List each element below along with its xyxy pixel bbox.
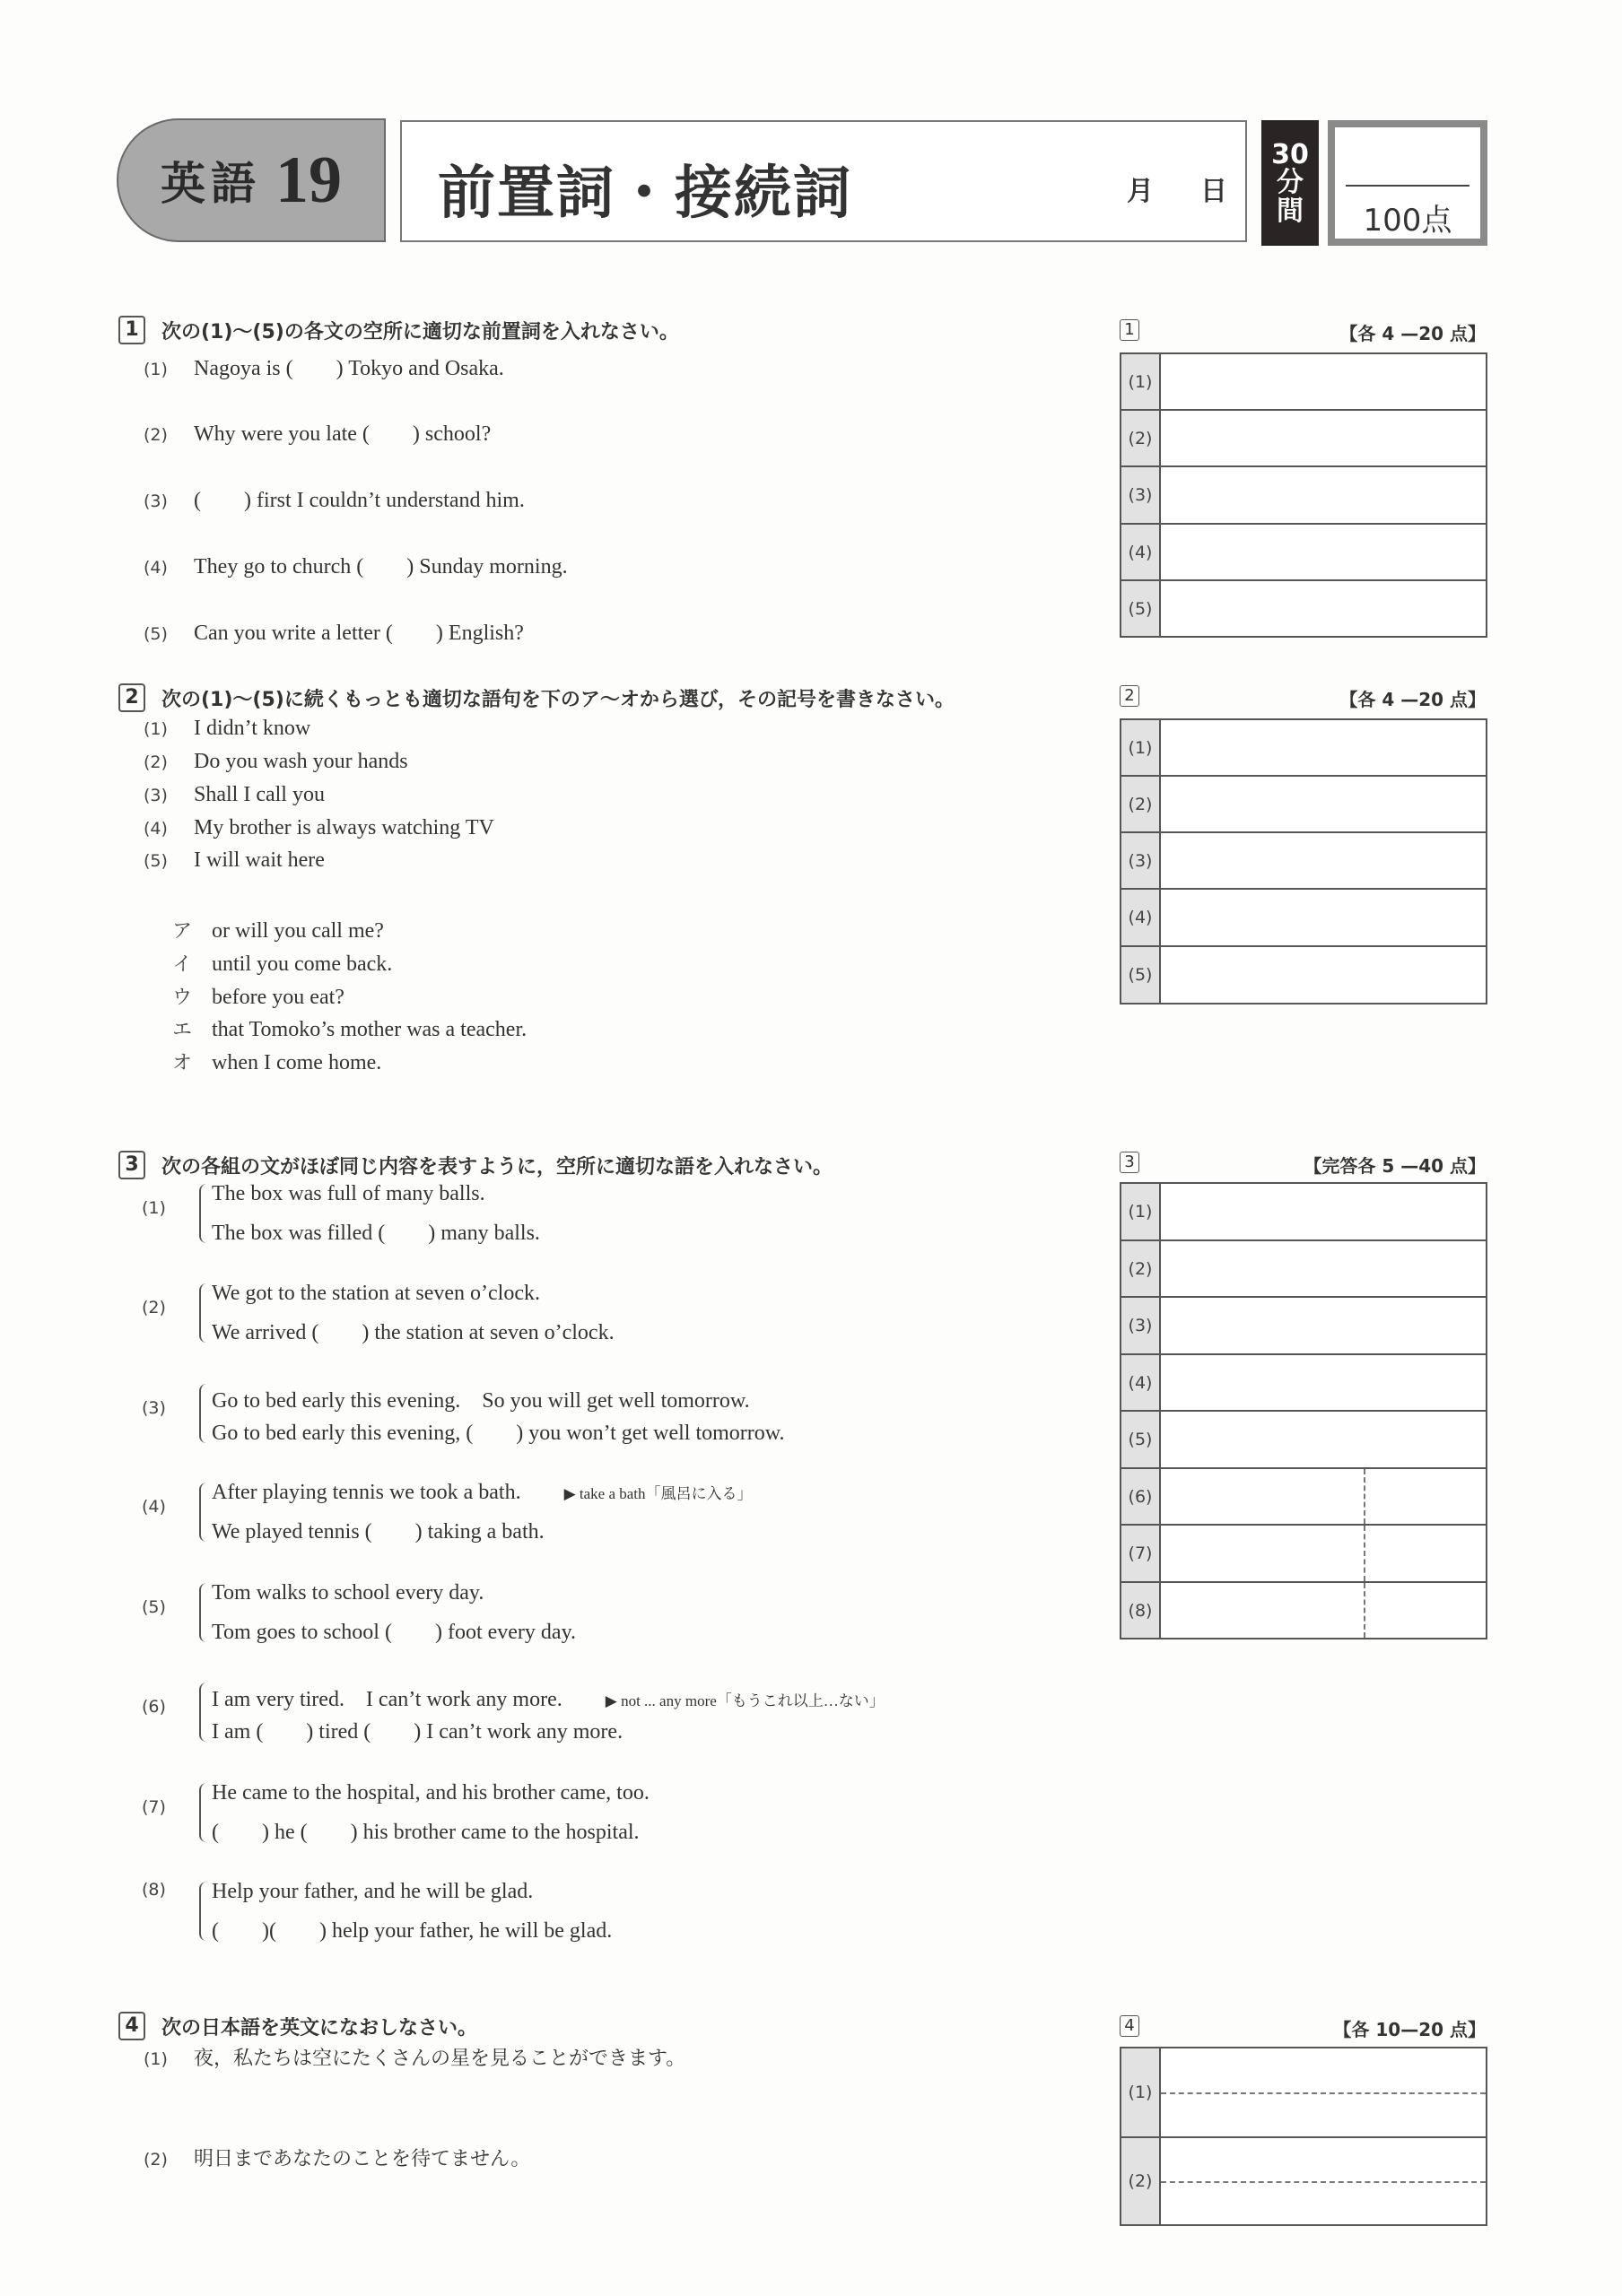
pair-number: (8) bbox=[142, 1880, 166, 1900]
q2-item bbox=[144, 717, 310, 741]
brace bbox=[199, 1483, 210, 1542]
pair-line-1: The box was full of many balls. bbox=[212, 1182, 485, 1205]
pair-line-2: Go to bed early this evening, ( ) you won’t get well tomorrow. bbox=[212, 1422, 785, 1445]
pair-line-2: ( )( ) help your father, he will be glad. bbox=[212, 1919, 613, 1943]
q1-item bbox=[144, 482, 525, 513]
pair-number: (3) bbox=[142, 1398, 166, 1418]
answer-field[interactable] bbox=[1161, 1298, 1486, 1353]
month-label[interactable]: 月 bbox=[1127, 176, 1154, 207]
answer-row bbox=[1121, 777, 1486, 833]
row-label: (5) bbox=[1121, 1412, 1161, 1467]
pair-line-2: We played tennis ( ) taking a bath. bbox=[212, 1520, 545, 1544]
answer-field[interactable] bbox=[1161, 1583, 1486, 1638]
item-number: (2) bbox=[144, 2150, 168, 2170]
q4-item bbox=[144, 2043, 685, 2071]
subject-tab bbox=[117, 118, 386, 242]
brace bbox=[199, 1783, 210, 1842]
time-limit-badge bbox=[1261, 120, 1319, 246]
answer-row bbox=[1121, 2048, 1486, 2138]
item-text: 夜，私たちは空にたくさんの星を見ることができます。 bbox=[194, 2048, 686, 2070]
row-label: (2) bbox=[1121, 1241, 1161, 1296]
answer-row bbox=[1121, 833, 1486, 890]
choice-item bbox=[172, 949, 392, 977]
time-limit-number: 30 bbox=[1271, 138, 1309, 170]
pair-number: (2) bbox=[142, 1298, 166, 1318]
score-divider bbox=[1346, 185, 1469, 187]
item-text: Do you wash your hands bbox=[194, 750, 408, 773]
q1-item bbox=[144, 415, 491, 447]
vocab-note: ▶ take a bath「風呂に入る」 bbox=[563, 1485, 753, 1502]
item-text: ( ) first I couldn’t understand him. bbox=[194, 489, 525, 512]
q1-points: 【各 4 —20 点】 bbox=[1339, 323, 1486, 344]
item-text: My brother is always watching TV bbox=[194, 816, 494, 839]
item-number: (4) bbox=[144, 819, 168, 839]
answer-row bbox=[1121, 720, 1486, 777]
answer-row bbox=[1121, 581, 1486, 636]
q4-number: 4 bbox=[118, 2012, 145, 2040]
q4-answer-number: 4 bbox=[1120, 2015, 1139, 2037]
choice-item bbox=[172, 1014, 527, 1042]
answer-row bbox=[1121, 467, 1486, 525]
row-label: (2) bbox=[1121, 411, 1161, 465]
pair-number: (1) bbox=[142, 1198, 166, 1218]
pair-line-1: Tom walks to school every day. bbox=[212, 1581, 484, 1605]
answer-field[interactable] bbox=[1161, 1412, 1486, 1467]
row-label: (7) bbox=[1121, 1526, 1161, 1581]
pair-number: (4) bbox=[142, 1497, 166, 1517]
item-text: Shall I call you bbox=[194, 783, 325, 806]
choice-text: that Tomoko’s mother was a teacher. bbox=[212, 1018, 528, 1041]
time-limit-unit-2: 間 bbox=[1277, 195, 1304, 227]
q4-points: 【各 10—20 点】 bbox=[1333, 2019, 1486, 2040]
q2-answer-header bbox=[1120, 685, 1486, 710]
row-label: (5) bbox=[1121, 581, 1161, 636]
item-number: (4) bbox=[144, 558, 168, 578]
answer-row bbox=[1121, 890, 1486, 947]
item-number: (2) bbox=[144, 425, 168, 445]
q1-answer-header bbox=[1120, 319, 1486, 344]
row-label: (1) bbox=[1121, 720, 1161, 775]
answer-field[interactable] bbox=[1161, 947, 1486, 1003]
q4-answer-header bbox=[1120, 2015, 1486, 2040]
brace bbox=[199, 1882, 210, 1941]
answer-field[interactable] bbox=[1161, 467, 1486, 523]
row-label: (1) bbox=[1121, 354, 1161, 409]
answer-field[interactable] bbox=[1161, 1469, 1486, 1524]
item-text: 明日まであなたのことを待てません。 bbox=[194, 2148, 531, 2170]
item-text: I will wait here bbox=[194, 848, 325, 872]
q4-instruction: 次の日本語を英文になおしなさい。 bbox=[161, 2016, 478, 2039]
pair-line-2: I am ( ) tired ( ) I can’t work any more. bbox=[212, 1720, 624, 1744]
vocab-note: ▶ not ... any more「もうこれ以上…ない」 bbox=[605, 1692, 885, 1709]
choice-label: エ bbox=[172, 1019, 193, 1041]
brace bbox=[199, 1683, 210, 1742]
q4-heading bbox=[118, 2012, 477, 2040]
q2-points: 【各 4 —20 点】 bbox=[1339, 689, 1486, 710]
q3-number: 3 bbox=[118, 1151, 145, 1179]
choice-label: イ bbox=[172, 953, 193, 976]
q2-answer-table bbox=[1120, 718, 1487, 1004]
pair-line-1 bbox=[212, 1481, 753, 1505]
answer-field[interactable] bbox=[1161, 2138, 1486, 2224]
row-label: (3) bbox=[1121, 833, 1161, 888]
writing-guide-line bbox=[1161, 2181, 1486, 2183]
pair-line-2: Tom goes to school ( ) foot every day. bbox=[212, 1621, 577, 1644]
answer-field[interactable] bbox=[1161, 525, 1486, 579]
row-label: (4) bbox=[1121, 525, 1161, 579]
pair-number: (6) bbox=[142, 1697, 166, 1717]
q3-answer-table bbox=[1120, 1182, 1487, 1639]
q4-answer-table bbox=[1120, 2047, 1487, 2226]
choice-item bbox=[172, 1048, 381, 1075]
brace bbox=[199, 1283, 210, 1343]
row-label: (8) bbox=[1121, 1583, 1161, 1638]
answer-field[interactable] bbox=[1161, 1241, 1486, 1296]
answer-field[interactable] bbox=[1161, 2048, 1486, 2136]
item-number: (1) bbox=[144, 719, 168, 739]
pair-line-1: Help your father, and he will be glad. bbox=[212, 1880, 534, 1903]
answer-row bbox=[1121, 1184, 1486, 1241]
item-text: They go to church ( ) Sunday morning. bbox=[194, 555, 568, 578]
brace bbox=[199, 1583, 210, 1642]
q2-item bbox=[144, 783, 325, 807]
q1-item bbox=[144, 614, 524, 646]
answer-row bbox=[1121, 1298, 1486, 1355]
brace bbox=[199, 1184, 210, 1243]
total-score: 100点 bbox=[1363, 203, 1452, 239]
choice-text: or will you call me? bbox=[212, 919, 384, 943]
pair-line-1: Go to bed early this evening. So you will get well tomorrow. bbox=[212, 1389, 750, 1413]
answer-row bbox=[1121, 1412, 1486, 1469]
item-number: (5) bbox=[144, 851, 168, 871]
choice-label: ウ bbox=[172, 987, 193, 1009]
q1-answer-table bbox=[1120, 352, 1487, 638]
row-label: (1) bbox=[1121, 1184, 1161, 1239]
q3-answer-number: 3 bbox=[1120, 1152, 1139, 1173]
pair-line-2: ( ) he ( ) his brother came to the hospital. bbox=[212, 1821, 640, 1844]
pair-line-1 bbox=[212, 1681, 885, 1712]
answer-field[interactable] bbox=[1161, 1526, 1486, 1581]
q2-instruction: 次の(1)〜(5)に続くもっとも適切な語句を下のア〜オから選び，その記号を書きなさい。 bbox=[161, 688, 955, 711]
brace bbox=[199, 1384, 210, 1443]
pair-line-1-text: After playing tennis we took a bath. bbox=[212, 1481, 521, 1504]
title-box bbox=[400, 120, 1247, 242]
pair-line-1-text: I am very tired. I can’t work any more. bbox=[212, 1688, 562, 1711]
row-label: (3) bbox=[1121, 1298, 1161, 1353]
answer-row bbox=[1121, 1241, 1486, 1298]
row-label: (1) bbox=[1121, 2048, 1161, 2136]
item-number: (2) bbox=[144, 752, 168, 772]
q2-number: 2 bbox=[118, 683, 145, 712]
answer-row bbox=[1121, 411, 1486, 467]
q2-item bbox=[144, 816, 494, 840]
score-box[interactable] bbox=[1328, 120, 1487, 246]
answer-field[interactable] bbox=[1161, 720, 1486, 775]
item-text: Why were you late ( ) school? bbox=[194, 422, 492, 446]
answer-row bbox=[1121, 354, 1486, 411]
item-number: (1) bbox=[144, 360, 168, 379]
row-label: (3) bbox=[1121, 467, 1161, 523]
answer-field[interactable] bbox=[1161, 1355, 1486, 1410]
row-label: (4) bbox=[1121, 1355, 1161, 1410]
writing-guide-line bbox=[1161, 2092, 1486, 2094]
answer-field[interactable] bbox=[1161, 354, 1486, 409]
item-number: (3) bbox=[144, 491, 168, 511]
q1-number: 1 bbox=[118, 316, 145, 344]
q1-heading bbox=[118, 316, 679, 344]
pair-number: (5) bbox=[142, 1597, 166, 1617]
q1-answer-number: 1 bbox=[1120, 319, 1139, 341]
row-label: (2) bbox=[1121, 2138, 1161, 2224]
answer-row bbox=[1121, 1526, 1486, 1583]
choice-item bbox=[172, 982, 344, 1010]
answer-row bbox=[1121, 1355, 1486, 1412]
answer-row bbox=[1121, 947, 1486, 1003]
choice-text: until you come back. bbox=[212, 952, 393, 976]
choice-text: when I come home. bbox=[212, 1051, 382, 1074]
item-number: (1) bbox=[144, 2049, 168, 2069]
q2-answer-number: 2 bbox=[1120, 685, 1139, 707]
pair-line-2: We arrived ( ) the station at seven o’clock. bbox=[212, 1321, 615, 1344]
choice-label: オ bbox=[172, 1052, 193, 1074]
time-limit-unit-1: 分 bbox=[1277, 167, 1304, 199]
pair-line-1: We got to the station at seven o’clock. bbox=[212, 1282, 540, 1305]
item-text: I didn’t know bbox=[194, 717, 311, 740]
choice-text: before you eat? bbox=[212, 986, 344, 1009]
subject-label: 英語 bbox=[161, 158, 261, 210]
q2-heading bbox=[118, 683, 955, 712]
q1-item bbox=[144, 350, 504, 381]
answer-row bbox=[1121, 1469, 1486, 1526]
pair-number: (7) bbox=[142, 1797, 166, 1817]
q3-points: 【完答各 5 —40 点】 bbox=[1304, 1155, 1486, 1177]
choice-item bbox=[172, 916, 384, 944]
answer-field[interactable] bbox=[1161, 581, 1486, 636]
answer-field[interactable] bbox=[1161, 411, 1486, 465]
item-number: (5) bbox=[144, 624, 168, 644]
pair-line-1: He came to the hospital, and his brother came, too. bbox=[212, 1781, 650, 1805]
q1-instruction: 次の(1)〜(5)の各文の空所に適切な前置詞を入れなさい。 bbox=[161, 320, 679, 344]
q1-item bbox=[144, 548, 568, 579]
q3-answer-header bbox=[1120, 1152, 1486, 1177]
answer-field[interactable] bbox=[1161, 833, 1486, 888]
q2-item bbox=[144, 848, 325, 873]
day-label[interactable]: 日 bbox=[1200, 176, 1227, 207]
row-label: (6) bbox=[1121, 1469, 1161, 1524]
row-label: (5) bbox=[1121, 947, 1161, 1003]
q4-item bbox=[144, 2144, 530, 2171]
split-divider bbox=[1364, 1526, 1365, 1581]
row-label: (4) bbox=[1121, 890, 1161, 945]
answer-field[interactable] bbox=[1161, 890, 1486, 945]
item-text: Can you write a letter ( ) English? bbox=[194, 622, 524, 645]
q3-heading bbox=[118, 1151, 833, 1179]
page-title: 前置詞・接続詞 bbox=[438, 160, 852, 227]
q2-item bbox=[144, 750, 408, 774]
pair-line-2: The box was filled ( ) many balls. bbox=[212, 1222, 540, 1245]
row-label: (2) bbox=[1121, 777, 1161, 831]
answer-row bbox=[1121, 1583, 1486, 1638]
answer-field[interactable] bbox=[1161, 777, 1486, 831]
answer-row bbox=[1121, 525, 1486, 581]
item-number: (3) bbox=[144, 786, 168, 805]
split-divider bbox=[1364, 1469, 1365, 1524]
item-text: Nagoya is ( ) Tokyo and Osaka. bbox=[194, 357, 504, 380]
choice-label: ア bbox=[172, 920, 193, 943]
answer-row bbox=[1121, 2138, 1486, 2224]
answer-field[interactable] bbox=[1161, 1184, 1486, 1239]
split-divider bbox=[1364, 1583, 1365, 1638]
unit-number: 19 bbox=[275, 143, 342, 217]
q3-instruction: 次の各組の文がほぼ同じ内容を表すように，空所に適切な語を入れなさい。 bbox=[161, 1155, 833, 1178]
